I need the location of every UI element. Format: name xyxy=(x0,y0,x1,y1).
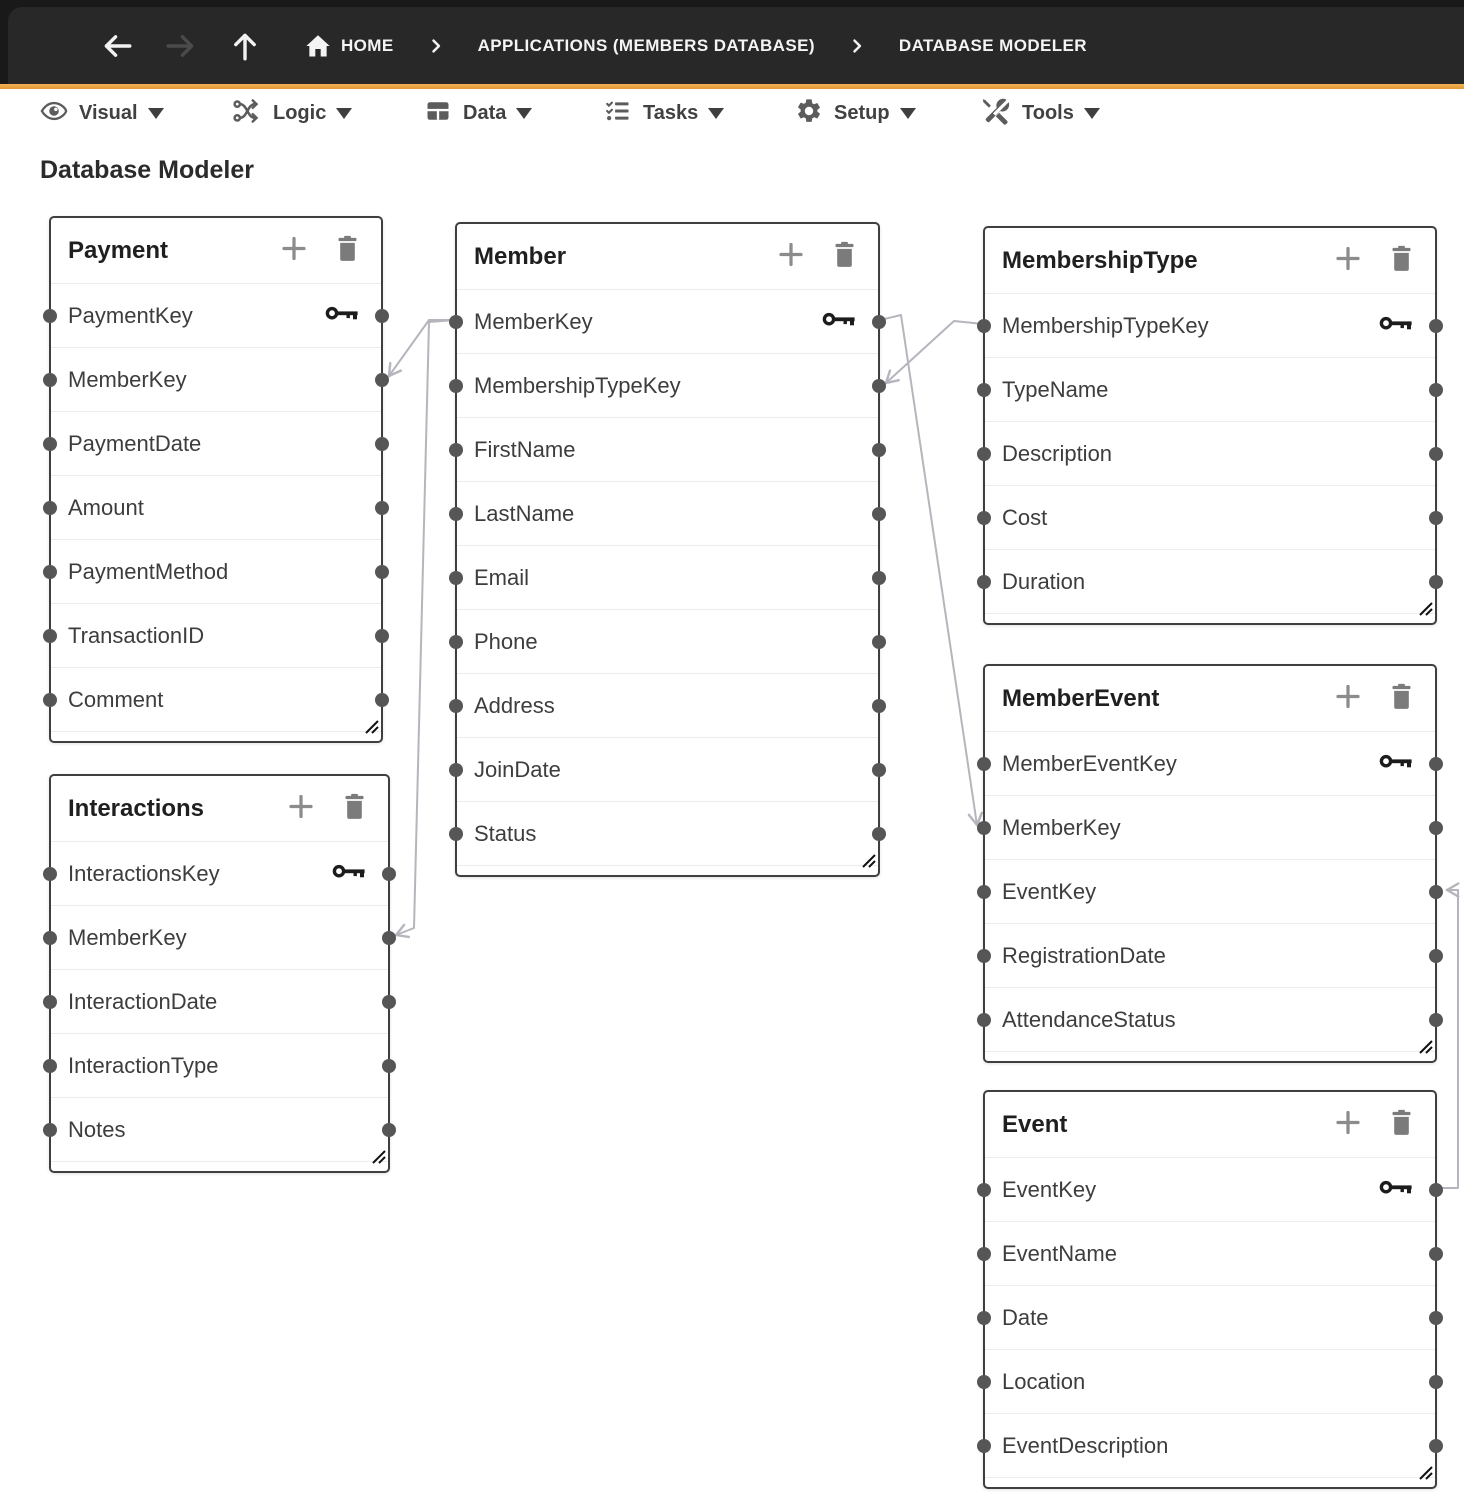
field-row-comment[interactable] xyxy=(51,668,381,732)
relationship-line[interactable] xyxy=(396,320,455,935)
connection-dot-left[interactable] xyxy=(449,379,463,393)
field-row-membershiptypekey[interactable] xyxy=(985,294,1435,358)
field-name: EventKey xyxy=(1002,1176,1097,1202)
connection-dot-left[interactable] xyxy=(43,867,57,881)
field-row-eventkey[interactable] xyxy=(985,860,1435,924)
connection-dot-left[interactable] xyxy=(449,827,463,841)
field-row-phone[interactable] xyxy=(457,610,878,674)
connection-dot-left[interactable] xyxy=(449,443,463,457)
field-row-date[interactable] xyxy=(985,1286,1435,1350)
table-member[interactable] xyxy=(455,222,880,877)
primary-key-icon xyxy=(1379,1179,1413,1201)
add-field-button[interactable] xyxy=(1333,1107,1363,1142)
field-row-registrationdate[interactable] xyxy=(985,924,1435,988)
field-row-eventkey[interactable] xyxy=(985,1158,1435,1222)
table-header[interactable] xyxy=(985,666,1435,732)
field-name: PaymentKey xyxy=(68,302,193,328)
connection-dot-left[interactable] xyxy=(43,1123,57,1137)
connection-dot-right[interactable] xyxy=(1429,511,1443,525)
connection-dot-right[interactable] xyxy=(872,507,886,521)
connection-dot-left[interactable] xyxy=(43,373,57,387)
table-header[interactable] xyxy=(51,776,388,842)
field-name: AttendanceStatus xyxy=(1002,1006,1176,1032)
menu-data-label: Data xyxy=(463,101,507,124)
field-name: PaymentDate xyxy=(68,430,202,456)
field-name: MemberKey xyxy=(1002,814,1121,840)
connection-dot-left[interactable] xyxy=(449,763,463,777)
field-row-interactionskey[interactable] xyxy=(51,842,388,906)
menu-logic-label: Logic xyxy=(273,101,327,124)
field-name: MemberKey xyxy=(68,366,187,392)
add-field-button[interactable] xyxy=(1333,681,1363,716)
connection-dot-left[interactable] xyxy=(449,571,463,585)
connection-dot-left[interactable] xyxy=(977,821,991,835)
field-name: Date xyxy=(1002,1304,1049,1330)
table-name: Payment xyxy=(68,236,169,264)
connection-dot-left[interactable] xyxy=(977,319,991,333)
field-row-email[interactable] xyxy=(457,546,878,610)
table-event[interactable] xyxy=(983,1090,1437,1489)
connection-dot-left[interactable] xyxy=(977,885,991,899)
menu-visual-label: Visual xyxy=(79,101,138,124)
connection-dot-right[interactable] xyxy=(375,565,389,579)
connection-dot-left[interactable] xyxy=(43,931,57,945)
add-field-button[interactable] xyxy=(279,233,309,268)
trash-icon xyxy=(831,239,858,274)
connection-dot-right[interactable] xyxy=(382,1123,396,1137)
connection-dot-right[interactable] xyxy=(375,373,389,387)
field-name: Duration xyxy=(1002,568,1086,594)
field-name: LastName xyxy=(474,500,575,526)
relationship-line[interactable] xyxy=(389,320,455,376)
page-title: Database Modeler xyxy=(40,156,254,184)
connection-dot-right[interactable] xyxy=(1429,575,1443,589)
table-interactions[interactable] xyxy=(49,774,390,1173)
connection-dot-right[interactable] xyxy=(872,635,886,649)
connection-dot-right[interactable] xyxy=(1429,949,1443,963)
connection-dot-right[interactable] xyxy=(375,501,389,515)
delete-table-button[interactable] xyxy=(341,791,368,826)
connection-dot-right[interactable] xyxy=(1429,1439,1443,1453)
connection-dot-right[interactable] xyxy=(1429,757,1443,771)
field-name: MemberKey xyxy=(68,924,187,950)
field-row-joindate[interactable] xyxy=(457,738,878,802)
connection-dot-right[interactable] xyxy=(872,443,886,457)
field-name: InteractionType xyxy=(68,1052,219,1078)
connection-dot-left[interactable] xyxy=(449,635,463,649)
connection-dot-right[interactable] xyxy=(375,437,389,451)
field-row-firstname[interactable] xyxy=(457,418,878,482)
field-name: Phone xyxy=(474,628,538,654)
field-name: EventDescription xyxy=(1002,1432,1169,1458)
table-header[interactable] xyxy=(51,218,381,284)
connection-dot-left[interactable] xyxy=(977,511,991,525)
field-row-memberkey[interactable] xyxy=(985,796,1435,860)
trash-icon xyxy=(1388,1107,1415,1142)
connection-dot-right[interactable] xyxy=(1429,1375,1443,1389)
trash-icon xyxy=(334,233,361,268)
field-name: JoinDate xyxy=(474,756,561,782)
field-row-address[interactable] xyxy=(457,674,878,738)
field-row-amount[interactable] xyxy=(51,476,381,540)
field-name: PaymentMethod xyxy=(68,558,229,584)
connection-dot-left[interactable] xyxy=(977,949,991,963)
connection-dot-left[interactable] xyxy=(449,315,463,329)
field-name: Notes xyxy=(68,1116,126,1142)
connection-dot-right[interactable] xyxy=(1429,383,1443,397)
connection-dot-left[interactable] xyxy=(977,447,991,461)
connection-dot-left[interactable] xyxy=(43,693,57,707)
field-name: Comment xyxy=(68,686,164,712)
field-row-description[interactable] xyxy=(985,422,1435,486)
primary-key-icon xyxy=(1379,753,1413,775)
field-row-transactionid[interactable] xyxy=(51,604,381,668)
primary-key-icon xyxy=(325,305,359,327)
connection-dot-left[interactable] xyxy=(977,1375,991,1389)
resize-handle[interactable] xyxy=(1416,599,1434,622)
delete-table-button[interactable] xyxy=(1388,1107,1415,1142)
field-row-paymentdate[interactable] xyxy=(51,412,381,476)
resize-handle[interactable] xyxy=(369,1147,387,1170)
connection-dot-right[interactable] xyxy=(1429,447,1443,461)
resize-handle[interactable] xyxy=(362,717,380,740)
plus-icon xyxy=(1333,681,1363,716)
connection-dot-right[interactable] xyxy=(375,693,389,707)
field-row-eventname[interactable] xyxy=(985,1222,1435,1286)
connection-dot-right[interactable] xyxy=(382,867,396,881)
table-name: MembershipType xyxy=(1002,246,1198,274)
connection-dot-right[interactable] xyxy=(1429,1247,1443,1261)
field-name: EventName xyxy=(1002,1240,1117,1266)
connection-dot-right[interactable] xyxy=(375,309,389,323)
table-name: MemberEvent xyxy=(1002,684,1160,712)
field-row-cost[interactable] xyxy=(985,486,1435,550)
field-row-status[interactable] xyxy=(457,802,878,866)
connection-dot-left[interactable] xyxy=(977,1247,991,1261)
connection-dot-right[interactable] xyxy=(1429,1311,1443,1325)
connection-dot-left[interactable] xyxy=(449,699,463,713)
connection-dot-left[interactable] xyxy=(977,575,991,589)
add-field-button[interactable] xyxy=(1333,243,1363,278)
table-name: Member xyxy=(474,242,567,270)
table-name: Event xyxy=(1002,1110,1068,1138)
add-field-button[interactable] xyxy=(776,239,806,274)
relationship-line[interactable] xyxy=(886,321,983,383)
delete-table-button[interactable] xyxy=(334,233,361,268)
field-name: Description xyxy=(1002,440,1113,466)
connection-dot-left[interactable] xyxy=(43,1059,57,1073)
table-header[interactable] xyxy=(985,1092,1435,1158)
field-row-notes[interactable] xyxy=(51,1098,388,1162)
connection-dot-right[interactable] xyxy=(872,827,886,841)
connection-dot-right[interactable] xyxy=(872,571,886,585)
primary-key-icon xyxy=(1379,315,1413,337)
table-payment[interactable] xyxy=(49,216,383,743)
connection-dot-left[interactable] xyxy=(43,309,57,323)
connection-dot-right[interactable] xyxy=(1429,1013,1443,1027)
connection-dot-right[interactable] xyxy=(872,379,886,393)
connection-dot-left[interactable] xyxy=(43,565,57,579)
breadcrumb-home[interactable]: HOME xyxy=(341,35,394,55)
connection-dot-right[interactable] xyxy=(872,699,886,713)
connection-dot-right[interactable] xyxy=(872,315,886,329)
field-row-location[interactable] xyxy=(985,1350,1435,1414)
menu-setup-label: Setup xyxy=(834,101,890,124)
field-row-memberkey[interactable] xyxy=(51,906,388,970)
field-name: Amount xyxy=(68,494,144,520)
field-row-interactiondate[interactable] xyxy=(51,970,388,1034)
field-row-paymentkey[interactable] xyxy=(51,284,381,348)
connection-dot-right[interactable] xyxy=(382,1059,396,1073)
field-name: MemberEventKey xyxy=(1002,750,1177,776)
table-membershiptype[interactable] xyxy=(983,226,1437,625)
plus-icon xyxy=(776,239,806,274)
field-row-typename[interactable] xyxy=(985,358,1435,422)
connection-dot-left[interactable] xyxy=(43,437,57,451)
field-name: TypeName xyxy=(1002,376,1109,402)
field-name: Cost xyxy=(1002,504,1048,530)
relationship-line[interactable] xyxy=(1437,890,1458,1188)
plus-icon xyxy=(1333,243,1363,278)
field-name: Status xyxy=(474,820,537,846)
breadcrumb-database-modeler[interactable]: DATABASE MODELER xyxy=(898,35,1087,55)
connection-dot-left[interactable] xyxy=(43,629,57,643)
field-row-memberkey[interactable] xyxy=(51,348,381,412)
trash-icon xyxy=(1388,243,1415,278)
plus-icon xyxy=(286,791,316,826)
connection-dot-right[interactable] xyxy=(382,995,396,1009)
primary-key-icon xyxy=(332,863,366,885)
relationship-line[interactable] xyxy=(880,315,977,825)
field-row-lastname[interactable] xyxy=(457,482,878,546)
field-name: Location xyxy=(1002,1368,1086,1394)
field-name: Email xyxy=(474,564,530,590)
plus-icon xyxy=(1333,1107,1363,1142)
connection-dot-left[interactable] xyxy=(449,507,463,521)
field-name: Address xyxy=(474,692,555,718)
menu-tasks-label: Tasks xyxy=(643,101,699,124)
field-row-membereventkey[interactable] xyxy=(985,732,1435,796)
connection-dot-left[interactable] xyxy=(977,1183,991,1197)
field-name: MemberKey xyxy=(474,308,593,334)
connection-dot-left[interactable] xyxy=(977,383,991,397)
trash-icon xyxy=(341,791,368,826)
primary-key-icon xyxy=(822,311,856,333)
field-name: InteractionDate xyxy=(68,988,218,1014)
connection-dot-right[interactable] xyxy=(375,629,389,643)
table-name: Interactions xyxy=(68,794,205,822)
plus-icon xyxy=(279,233,309,268)
table-header[interactable] xyxy=(457,224,878,290)
connection-dot-left[interactable] xyxy=(977,1013,991,1027)
delete-table-button[interactable] xyxy=(831,239,858,274)
add-field-button[interactable] xyxy=(286,791,316,826)
field-row-attendancestatus[interactable] xyxy=(985,988,1435,1052)
field-row-paymentmethod[interactable] xyxy=(51,540,381,604)
table-header[interactable] xyxy=(985,228,1435,294)
resize-handle[interactable] xyxy=(1416,1037,1434,1060)
connection-dot-right[interactable] xyxy=(1429,885,1443,899)
delete-table-button[interactable] xyxy=(1388,243,1415,278)
table-memberevent[interactable] xyxy=(983,664,1437,1063)
connection-dot-right[interactable] xyxy=(1429,319,1443,333)
menu-tools-label: Tools xyxy=(1022,101,1074,124)
field-name: RegistrationDate xyxy=(1002,942,1166,968)
field-row-memberkey[interactable] xyxy=(457,290,878,354)
connection-dot-right[interactable] xyxy=(872,763,886,777)
field-row-membershiptypekey[interactable] xyxy=(457,354,878,418)
connection-dot-left[interactable] xyxy=(43,501,57,515)
connection-dot-right[interactable] xyxy=(1429,821,1443,835)
field-row-duration[interactable] xyxy=(985,550,1435,614)
relationship-arrowhead xyxy=(396,935,409,937)
field-name: MembershipTypeKey xyxy=(1002,312,1209,338)
breadcrumb-application[interactable]: APPLICATIONS (MEMBERS DATABASE) xyxy=(477,35,815,55)
field-name: InteractionsKey xyxy=(68,860,220,886)
field-row-interactiontype[interactable] xyxy=(51,1034,388,1098)
resize-handle[interactable] xyxy=(859,851,877,874)
field-row-eventdescription[interactable] xyxy=(985,1414,1435,1478)
delete-table-button[interactable] xyxy=(1388,681,1415,716)
field-name: FirstName xyxy=(474,436,576,462)
connection-dot-left[interactable] xyxy=(977,1439,991,1453)
connection-dot-right[interactable] xyxy=(382,931,396,945)
resize-handle[interactable] xyxy=(1416,1463,1434,1486)
connection-dot-left[interactable] xyxy=(977,1311,991,1325)
field-name: MembershipTypeKey xyxy=(474,372,681,398)
relationship-arrowhead xyxy=(389,363,390,376)
field-name: EventKey xyxy=(1002,878,1097,904)
connection-dot-left[interactable] xyxy=(977,757,991,771)
connection-dot-left[interactable] xyxy=(43,995,57,1009)
field-name: TransactionID xyxy=(68,622,205,648)
trash-icon xyxy=(1388,681,1415,716)
connection-dot-right[interactable] xyxy=(1429,1183,1443,1197)
